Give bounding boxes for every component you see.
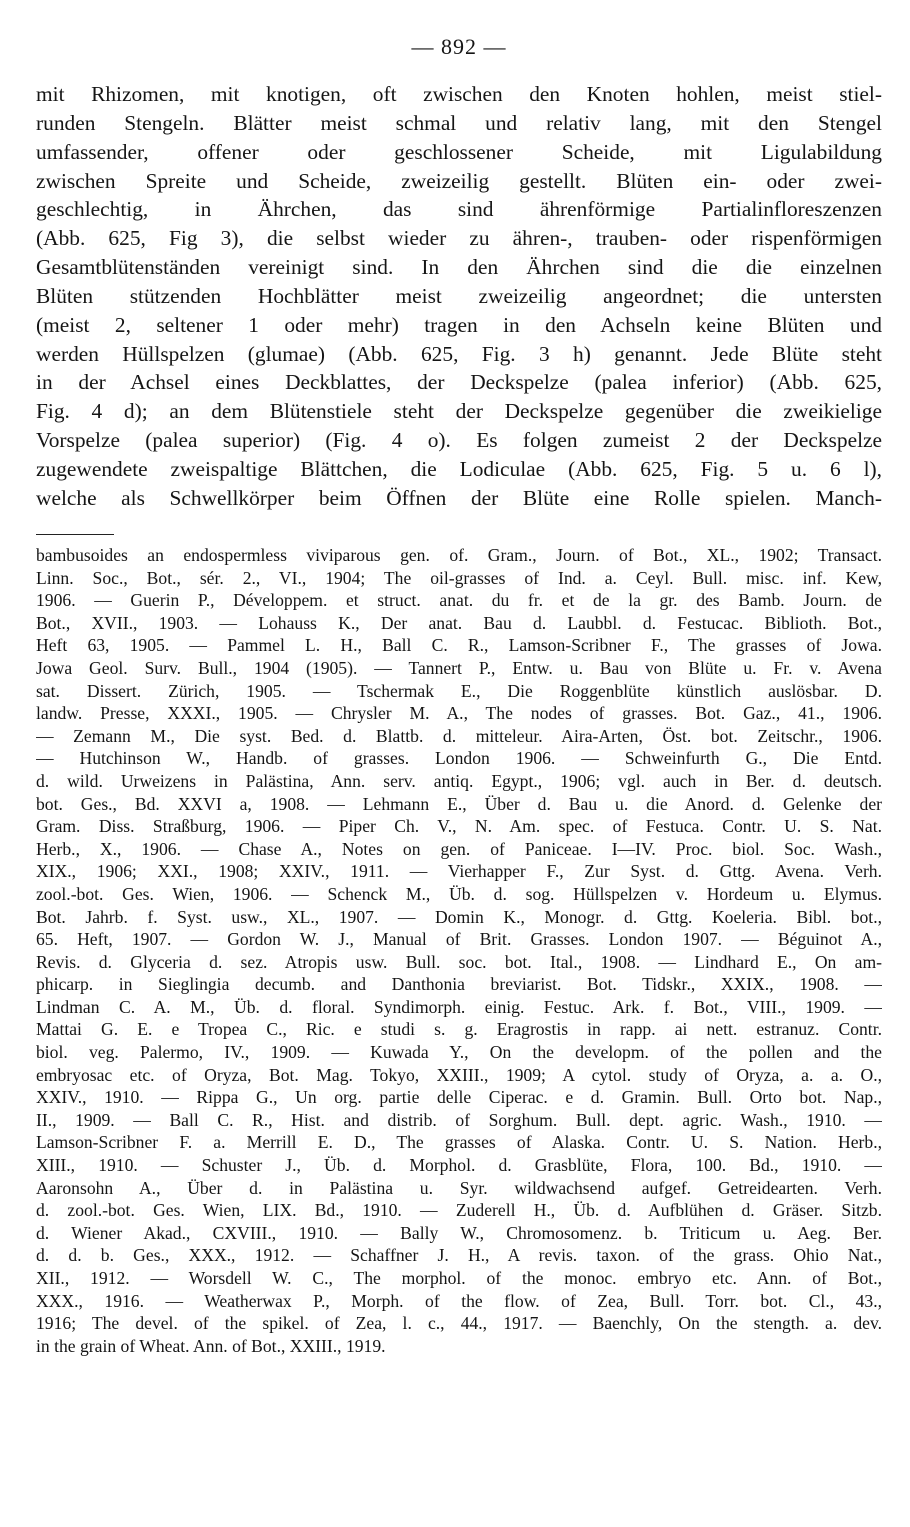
footnote-line: Aaronsohn A., Über d. in Palästina u. Syr. wildwachsend aufgef. Getreidearten. Verh.: [36, 1177, 882, 1198]
footnote-line: XII., 1912. — Worsdell W. C., The morphol. of the monoc. embryo etc. Ann. of Bot.,: [36, 1268, 882, 1288]
body-line: mit Rhizomen, mit knotigen, oft zwischen den Knoten hohlen, meist stiel-: [36, 82, 882, 106]
footnote-line: d. zool.-bot. Ges. Wien, LIX. Bd., 1910. — Zuderell H., Üb. d. Aufblühen d. Gräser. Sitzb.: [36, 1200, 882, 1221]
body-line: (meist 2, seltener 1 oder mehr) tragen in den Achseln keine Blüten und: [36, 312, 882, 337]
footnote-line: d. Wiener Akad., CXVIII., 1910. — Bally W., Chromosomenz. b. Triticum u. Aeg. Ber.: [36, 1222, 882, 1243]
footnote-line: XXX., 1916. — Weatherwax P., Morph. of the flow. of Zea, Bull. Torr. bot. Cl., 43.,: [36, 1290, 882, 1311]
footnote-line: 65. Heft, 1907. — Gordon W. J., Manual of Brit. Grasses. London 1907. — Béguinot A.,: [36, 929, 882, 950]
main-body-text: [36, 80, 882, 513]
footnote-line: d. wild. Urweizens in Palästina, Ann. serv. antiq. Egypt., 1906; vgl. auch in Ber. d. deutsch.: [36, 770, 882, 791]
footnote-line: — Hutchinson W., Handb. of grasses. London 1906. — Schweinfurth G., Die Entd.: [36, 748, 882, 769]
footnote-line: Revis. d. Glyceria d. sez. Atropis usw. Bull. soc. bot. Ital., 1908. — Lindhard E., On am-: [36, 951, 882, 972]
footnote-line: d. d. b. Ges., XXX., 1912. — Schaffner J. H., A revis. taxon. of the grass. Ohio Nat.,: [36, 1245, 882, 1266]
footnote-line: Mattai G. E. e Tropea C., Ric. e studi s. g. Eragrostis in rapp. ai nett. estranuz. Contr.: [36, 1019, 882, 1040]
footnote-line: zool.-bot. Ges. Wien, 1906. — Schenck M., Üb. d. sog. Hüllspelzen v. Hordeum u. Elymus.: [36, 883, 882, 904]
footnote-line: XIII., 1910. — Schuster J., Üb. d. Morphol. d. Grasblüte, Flora, 100. Bd., 1910. —: [36, 1155, 882, 1176]
footnote-line: XIX., 1906; XXI., 1908; XXIV., 1911. — Vierhapper F., Zur Syst. d. Gttg. Avena. Verh.: [36, 861, 882, 882]
body-line: runden Stengeln. Blätter meist schmal und relativ lang, mit den Stengel: [36, 110, 882, 135]
footnote-line: Gram. Diss. Straßburg, 1906. — Piper Ch. V., N. Am. spec. of Festuca. Contr. U. S. Nat.: [36, 816, 882, 837]
body-line: geschlechtig, in Ährchen, das sind ährenförmige Partialinfloreszenzen: [36, 197, 882, 222]
footnote-line: embryosac etc. of Oryza, Bot. Mag. Tokyo, XXIII., 1909; A cytol. study of Oryza, a. a. O.,: [36, 1064, 882, 1085]
body-line: in der Achsel eines Deckblattes, der Deckspelze (palea inferior) (Abb. 625,: [36, 370, 882, 395]
body-line: werden Hüllspelzen (glumae) (Abb. 625, Fig. 3 h) genannt. Jede Blüte steht: [36, 341, 882, 366]
footnote-line: landw. Presse, XXXI., 1905. — Chrysler M. A., The nodes of grasses. Bot. Gaz., 41., 1906.: [36, 703, 882, 724]
footnote-line: sat. Dissert. Zürich, 1905. — Tschermak E., Die Roggenblüte künstlich auslösbar. D.: [36, 680, 882, 701]
footnote-line: Lindman C. A. M., Üb. d. floral. Syndimorph. einig. Festuc. Ark. f. Bot., VIII., 1909. —: [36, 996, 882, 1017]
footnote-line: Jowa Geol. Surv. Bull., 1904 (1905). — Tannert P., Entw. u. Bau von Blüte u. Fr. v. Avena: [36, 657, 882, 678]
body-line: (Abb. 625, Fig 3), die selbst wieder zu ähren-, trauben- oder rispenförmigen: [36, 226, 882, 251]
footnote-line: Bot., XVII., 1903. — Lohauss K., Der anat. Bau d. Laubbl. d. Festucac. Biblioth. Bot.,: [36, 612, 882, 633]
footnote-line: phicarp. in Sieglingia decumb. and Danthonia breviarist. Bot. Tidskr., XXIX., 1908. —: [36, 974, 882, 995]
footnote-line: XXIV., 1910. — Rippa G., Un org. partie delle Ciperac. e d. Gramin. Bull. Orto bot. Nap.,: [36, 1087, 882, 1108]
footnote-separator: [36, 534, 114, 535]
footnote-line: — Zemann M., Die syst. Bed. d. Blattb. d. mitteleur. Aira-Arten, Öst. bot. Zeitschr., 1906.: [36, 725, 882, 746]
body-line: Blüten stützenden Hochblätter meist zweizeilig angeordnet; die untersten: [36, 283, 882, 308]
footnote-line: Lamson-Scribner F. a. Merrill E. D., The grasses of Alaska. Contr. U. S. Nation. Herb.,: [36, 1132, 882, 1153]
body-line: zugewendete zweispaltige Blättchen, die Lodiculae (Abb. 625, Fig. 5 u. 6 l),: [36, 456, 882, 481]
body-line: Gesamtblütenständen vereinigt sind. In den Ährchen sind die die einzelnen: [36, 255, 882, 280]
footnote-line: Linn. Soc., Bot., sér. 2., VI., 1904; The oil-grasses of Ind. a. Ceyl. Bull. misc. inf. Kew,: [36, 567, 882, 588]
footnote-bibliography: [36, 544, 882, 1357]
footnote-line: bot. Ges., Bd. XXVI a, 1908. — Lehmann E., Über d. Bau u. die Anord. d. Gelenke der: [36, 793, 882, 814]
page-number: — 892 —: [411, 34, 507, 59]
footnote-line: biol. veg. Palermo, IV., 1909. — Kuwada Y., On the developm. of the pollen and the: [36, 1042, 882, 1063]
body-line: welche als Schwellkörper beim Öffnen der Blüte eine Rolle spielen. Manch-: [36, 485, 882, 510]
footnote-line: bambusoides an endospermless viviparous gen. of. Gram., Journ. of Bot., XL., 1902; Transact.: [36, 545, 882, 565]
footnote-line: in the grain of Wheat. Ann. of Bot., XXIII., 1919.: [36, 1335, 386, 1356]
footnote-line: 1906. — Guerin P., Développem. et struct. anat. du fr. et de la gr. des Bamb. Journ. de: [36, 590, 882, 611]
body-line: umfassender, offener oder geschlossener Scheide, mit Ligulabildung: [36, 139, 882, 164]
footnote-line: II., 1909. — Ball C. R., Hist. and distrib. of Sorghum. Bull. dept. agric. Wash., 1910. —: [36, 1109, 882, 1130]
footnote-line: Heft 63, 1905. — Pammel L. H., Ball C. R., Lamson-Scribner F., The grasses of Jowa.: [36, 635, 882, 656]
body-line: Fig. 4 d); an dem Blütenstiele steht der Deckspelze gegenüber die zweikielige: [36, 399, 882, 424]
footnote-line: Bot. Jahrb. f. Syst. usw., XL., 1907. — Domin K., Monogr. d. Gttg. Koeleria. Bibl. bot.,: [36, 906, 882, 927]
footnote-line: 1916; The devel. of the spikel. of Zea, l. c., 44., 1917. — Baenchly, On the stength. a. dev.: [36, 1313, 882, 1334]
body-line: Vorspelze (palea superior) (Fig. 4 o). Es folgen zumeist 2 der Deckspelze: [36, 428, 882, 453]
footnote-line: Herb., X., 1906. — Chase A., Notes on gen. of Paniceae. I—IV. Proc. biol. Soc. Wash.,: [36, 838, 882, 859]
body-line: zwischen Spreite und Scheide, zweizeilig gestellt. Blüten ein- oder zwei-: [36, 168, 882, 193]
